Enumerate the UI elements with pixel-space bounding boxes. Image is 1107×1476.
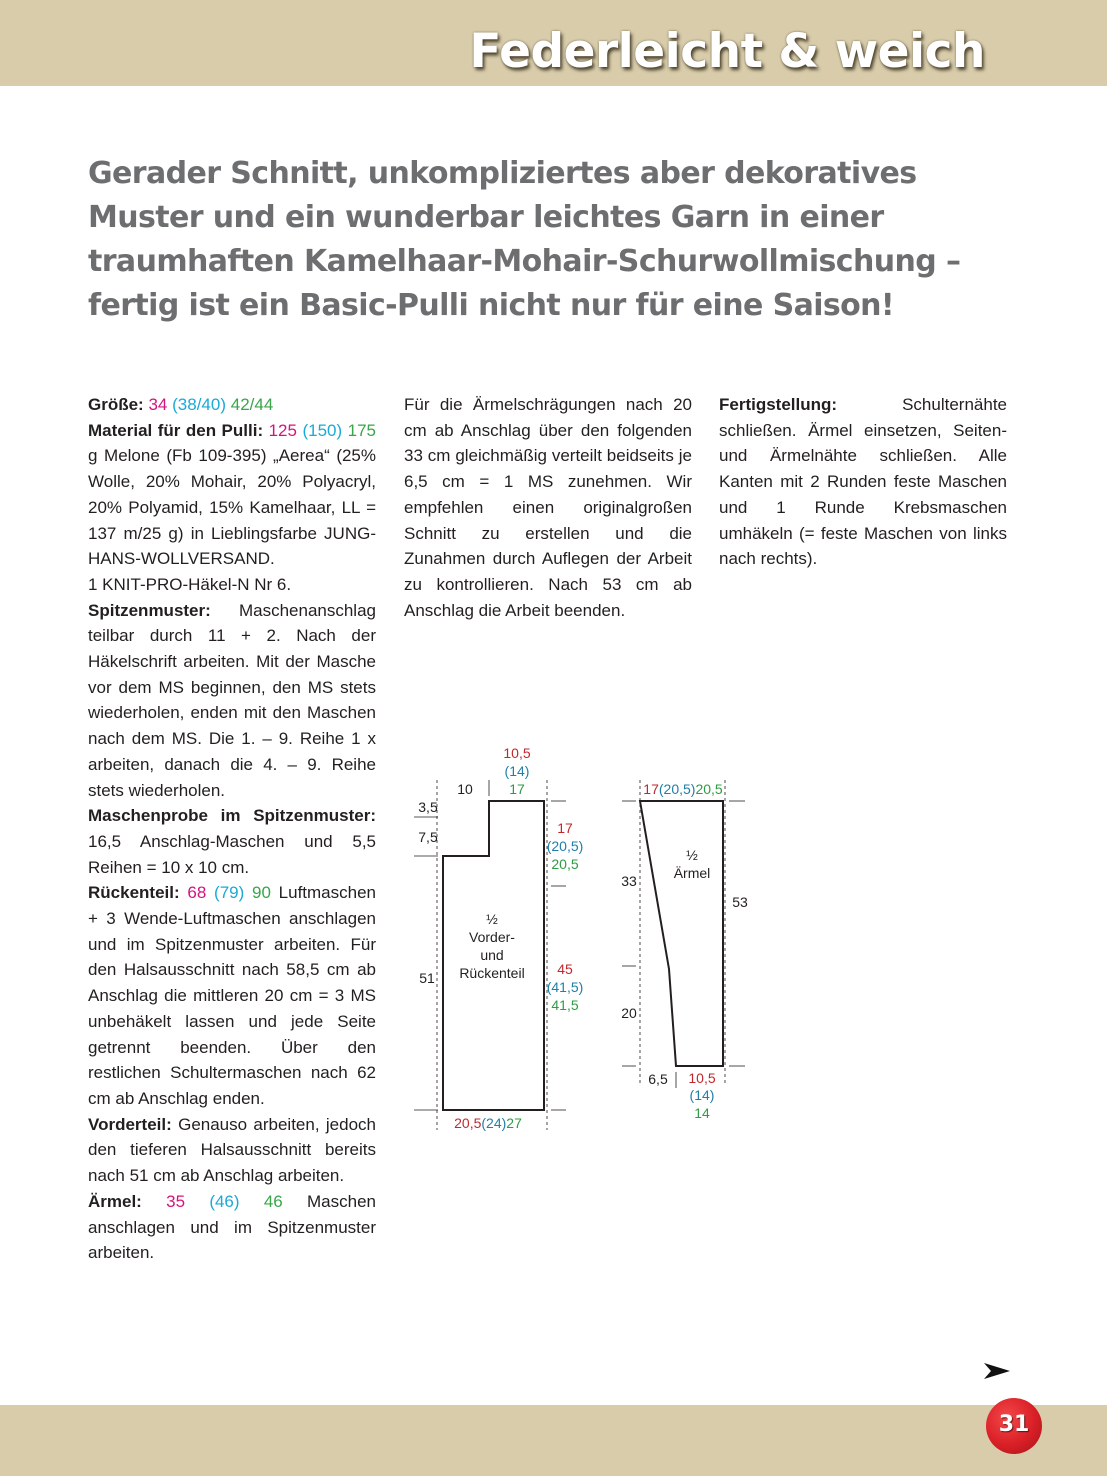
body-label-line: Rückenteil (459, 965, 525, 981)
body-label-line: ½ (486, 911, 498, 927)
body-label (459, 911, 524, 981)
shoulder-dim-blue: (20,5) (546, 838, 584, 854)
material-amount-2: (150) (302, 420, 343, 440)
sleeve-slope-length: 33 (621, 873, 637, 889)
neck-width-label: 10 (457, 781, 473, 797)
sleeve-outline (640, 801, 723, 1066)
bottom-dim-blue: (24) (481, 1115, 507, 1131)
sleeve-stitches-2: (46) (209, 1191, 240, 1211)
shoulder-dim-green: 20,5 (551, 856, 579, 872)
size-label: Größe: (88, 395, 144, 414)
sleeve-straight-length: 20 (621, 1005, 637, 1021)
side-dim-blue: (41,5) (546, 979, 584, 995)
sleeve-label: Ärmel: (88, 1191, 142, 1211)
neck-depth-2: 7,5 (418, 829, 438, 845)
top-dim-blue: (14) (504, 763, 530, 779)
size-value-2: (38/40) (172, 395, 226, 414)
next-page-arrow-icon (984, 1362, 1010, 1380)
sleeve-top-red: 17 (643, 781, 659, 797)
back-label: Rückenteil: (88, 883, 180, 903)
sleeve-stitches-3: 46 (263, 1191, 283, 1211)
sleeve-label-line: ½ (686, 847, 698, 863)
gauge-text: 16,5 Anschlag-Maschen und 5,5 Reihen = 10 x 10 cm. (88, 831, 376, 877)
top-dim-red: 10,5 (503, 745, 531, 761)
material-amount-3: 175 (347, 420, 376, 440)
intro-line: fertig ist ein Basic-Pulli nicht nur für eine Saison! (88, 288, 895, 323)
front-label: Vorderteil: (88, 1114, 172, 1134)
sleeve-stitches-1: 35 (166, 1191, 186, 1211)
material-label: Material für den Pulli: (88, 420, 264, 440)
body-length-label: 51 (419, 970, 435, 986)
sleeve-top-dim (643, 781, 723, 797)
finishing-label: Fertigstellung: (719, 395, 838, 414)
sleeve-text: Maschen anschlagen und im Spitzenmuster arbeiten. (88, 1191, 376, 1263)
back-stitches-1: 68 (187, 883, 207, 903)
hook-paragraph: 1 KNIT-PRO-Häkel-N Nr 6. (88, 574, 292, 594)
sleeve-total-length: 53 (732, 894, 748, 910)
neck-depth-1: 3,5 (418, 799, 438, 815)
sleeve-top-blue: (20,5) (658, 781, 696, 797)
sleeve-label (674, 847, 711, 881)
sleeve-increase-width: 6,5 (648, 1071, 668, 1087)
material-text: g Melone (Fb 109-395) „Aerea“ (25% Wolle, 20% Mohair, 20% Polyacryl, 20% Polyamid, 15% Kamelhaar, LL = 137 m/25 g) in Lieblingsfarbe JUNG-HANS-WOLLVERSAND. (88, 446, 376, 569)
bottom-dim-red: 20,5 (454, 1115, 482, 1131)
shoulder-dim-red: 17 (557, 820, 573, 836)
sleeve-schematic (622, 780, 745, 1088)
sleeve-shaping-paragraph: Für die Ärmelschrägungen nach 20 cm ab Anschlag über den folgenden 33 cm gleichmäßig verteilt beidseits je 6,5 cm = 1 MS zunehmen. Wir empfehlen einen originalgroßen Schnitt zu erstellen und die Zunahmen durch Auflegen der Arbeit zu kontrollieren. Nach 53 cm ab Anschlag die Arbeit beenden. (404, 395, 692, 620)
gauge-label: Maschenprobe im Spitzenmuster: (88, 806, 376, 826)
side-dim-green: 41,5 (551, 997, 579, 1013)
side-dim-red: 45 (557, 961, 573, 977)
body-label-line: Vorder- (469, 929, 515, 945)
sleeve-bottom-green: 14 (694, 1105, 710, 1121)
intro-line: Gerader Schnitt, unkompliziertes aber dekoratives (88, 156, 917, 191)
sleeve-bottom-red: 10,5 (688, 1070, 716, 1086)
size-value-1: 34 (148, 395, 168, 414)
body-label-line: und (480, 947, 504, 963)
size-value-3: 42/44 (230, 395, 274, 414)
back-stitches-3: 90 (252, 883, 271, 903)
front-text: Genauso arbeiten, jedoch den tieferen Halsausschnitt bereits nach 51 cm ab Anschlag arbeiten. (88, 1114, 376, 1186)
bottom-dim-green: 27 (506, 1115, 522, 1131)
page-number: 31 (998, 1412, 1030, 1437)
back-stitches-2: (79) (214, 883, 245, 903)
back-text: Luftmaschen + 3 Wende-Luftmaschen anschlagen und im Spitzenmuster arbeiten. Für den Halsausschnitt nach 58,5 cm ab Anschlag die mittleren 20 cm = 3 MS unbehäkelt lassen und jede Seite getrennt beenden. Über den restlichen Schultermaschen nach 62 cm ab Anschlag enden. (88, 883, 376, 1108)
sleeve-top-green: 20,5 (695, 781, 723, 797)
footer-band (0, 1405, 1107, 1476)
pattern-text: Maschenanschlag teilbar durch 11 + 2. Nach der Häkelschrift arbeiten. Mit der Masche vor dem MS beginnen, den MS stets wiederholen, enden mit den Maschen nach dem MS. Die 1. – 9. Reihe 1 x arbeiten, danach die 4. – 9. Reihe stets wiederholen. (88, 600, 376, 800)
material-amount-1: 125 (268, 420, 297, 440)
sleeve-label-line: Ärmel (673, 865, 711, 881)
pattern-label: Spitzenmuster: (88, 600, 211, 620)
bottom-dim (454, 1115, 522, 1131)
top-dim-green: 17 (509, 781, 525, 797)
intro-line: traumhaften Kamelhaar-Mohair-Schurwollmischung – (88, 244, 961, 279)
finishing-text: Schulternähte schließen. Ärmel einsetzen, Seiten- und Ärmelnähte schließen. Alle Kanten mit 2 Runden feste Maschen und 1 Runde Krebsmaschen umhäkeln (= feste Maschen von links nach rechts). (719, 395, 1007, 569)
sleeve-bottom-blue: (14) (689, 1087, 715, 1103)
intro-line: Muster und ein wunderbar leichtes Garn in einer (88, 200, 884, 235)
page-title: Federleicht & weich (469, 24, 985, 79)
